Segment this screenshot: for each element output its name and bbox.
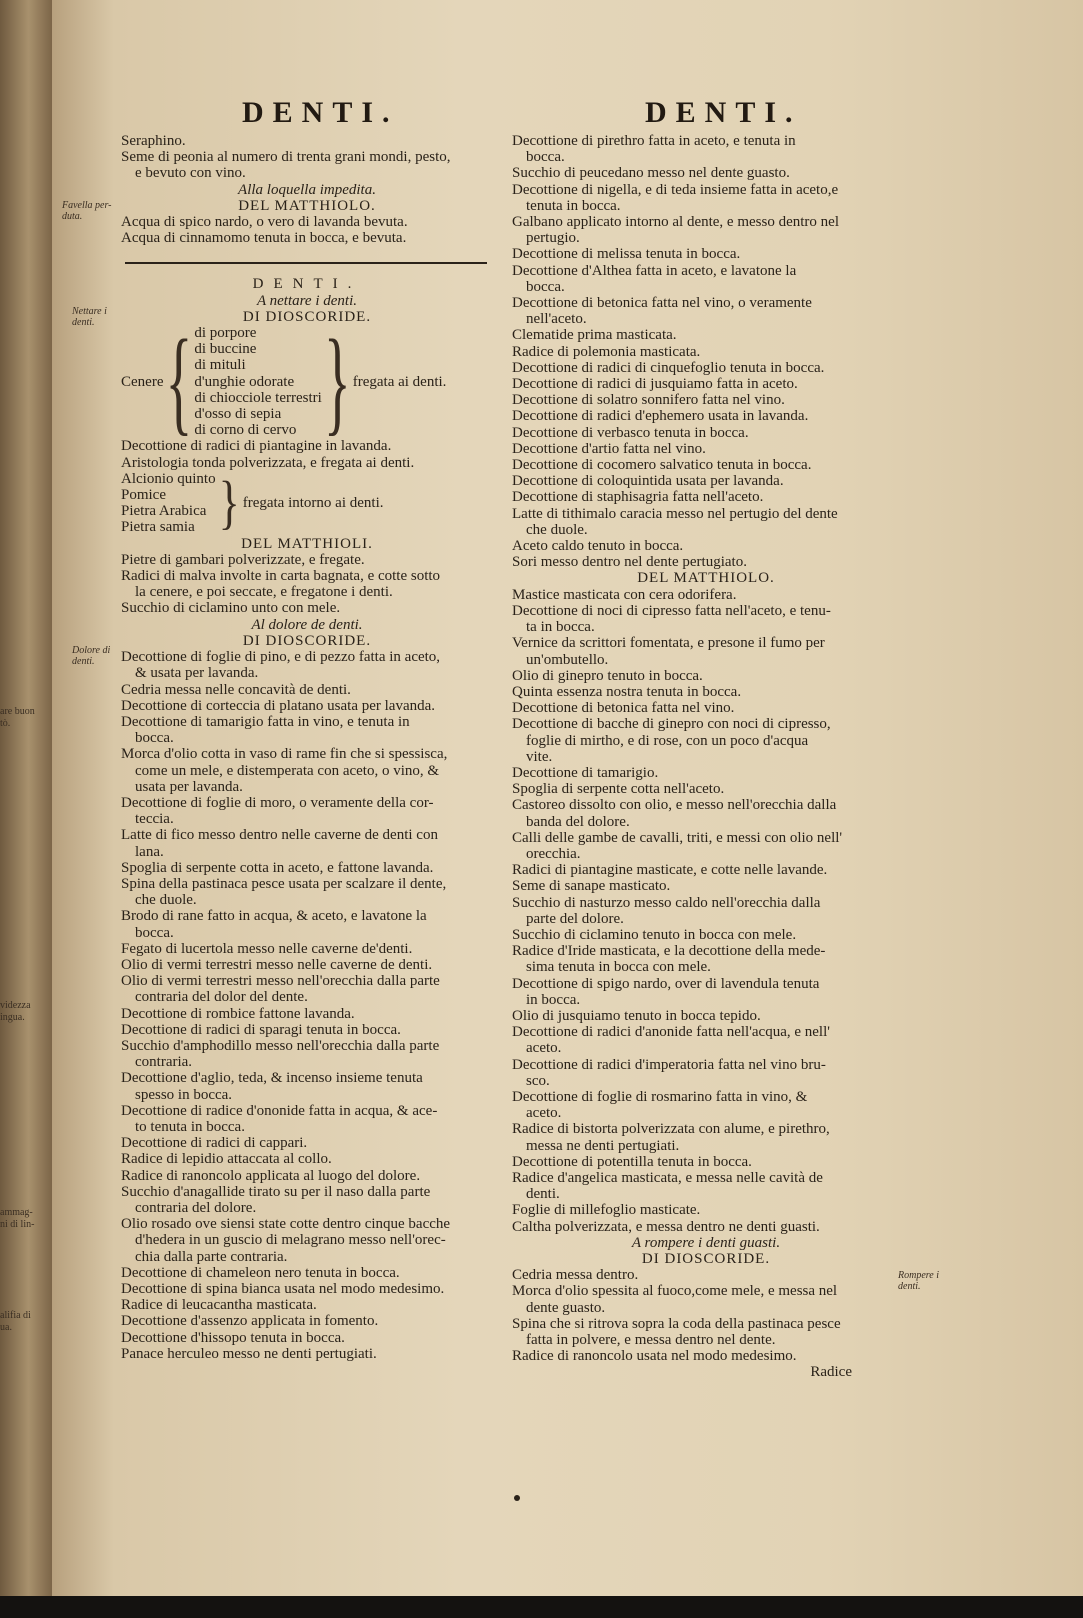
running-head-left: DENTI. xyxy=(242,96,399,129)
text-line: Decottione di staphisagria fatta nell'aceto. xyxy=(512,489,764,506)
text-line: tenuta in bocca. xyxy=(526,197,621,214)
brace-result: fregata ai denti. xyxy=(352,373,447,390)
text-line: chia dalla parte contraria. xyxy=(135,1248,288,1265)
text-line: bocca. xyxy=(135,730,174,747)
text-line: Galbano applicato intorno al dente, e messo dentro nel xyxy=(512,214,839,231)
list-item: di porpore xyxy=(194,325,257,342)
right-brace: } xyxy=(323,316,351,447)
text-line: Decottione di radici di sparagi tenuta in bocca. xyxy=(121,1021,401,1038)
text-line: Sori messo dentro nel dente pertugiato. xyxy=(512,554,747,571)
text-line: messa ne denti pertugiati. xyxy=(526,1137,680,1154)
text-line: Spoglia di serpente cotta in aceto, e fattone lavanda. xyxy=(121,859,434,876)
text-line: dente guasto. xyxy=(526,1299,606,1316)
text-line: Mastice masticata con cera odorifera. xyxy=(512,586,737,603)
text-line: banda del dolore. xyxy=(526,813,630,830)
brace-items xyxy=(194,325,321,438)
text-line: Radice d'angelica masticata, e messa nelle cavità de xyxy=(512,1170,823,1186)
text-line: Morca d'olio cotta in vaso di rame fin che si spessisca, xyxy=(121,746,448,763)
text-line: Succhio di nasturzo messo caldo nell'orecchia dalla xyxy=(512,894,821,911)
text-line: Decottione di betonica fatta nel vino. xyxy=(512,700,735,717)
heading-matthioli: DEL MATTHIOLI. xyxy=(241,535,373,552)
prev-page-note: alifia di xyxy=(0,1310,31,1321)
heading-dioscoride: DI DIOSCORIDE. xyxy=(242,632,372,649)
text-line: Pietre di gambari polverizzate, e fregate. xyxy=(121,551,365,568)
subheading-rompere: A rompere i denti guasti. xyxy=(631,1234,781,1251)
text-line: Cedria messa dentro. xyxy=(512,1267,639,1284)
text-line: Succhio di peucedano messo nel dente guasto. xyxy=(512,165,790,182)
text-line: Calli delle gambe de cavalli, triti, e messi con olio nell' xyxy=(512,829,843,846)
text-line: come un mele, e distemperata con aceto, o vino, & xyxy=(135,762,440,779)
text-line: contraria del dolore. xyxy=(135,1200,257,1216)
text-line: sco. xyxy=(526,1072,550,1089)
text-line: Decottione di chameleon nero tenuta in bocca. xyxy=(121,1264,400,1281)
text-line: Latte di fico messo dentro nelle caverne de denti con xyxy=(121,827,438,844)
scan-background xyxy=(0,1596,1083,1618)
text-line: Seme di sanape masticato. xyxy=(512,878,671,895)
text-line: Olio di jusquiamo tenuto in bocca tepido. xyxy=(512,1007,761,1024)
text-line: Brodo di rane fatto in acqua, & aceto, e lavatone la xyxy=(121,908,427,925)
left-column xyxy=(121,133,493,1362)
text-line: Decottione di tamarigio fatta in vino, e tenuta in xyxy=(121,713,410,730)
text-line: ta in bocca. xyxy=(526,619,595,636)
text-line: Olio di vermi terrestri messo nelle caverne de denti. xyxy=(121,956,433,973)
list-item: di chiocciole terrestri xyxy=(194,389,322,406)
text-line: Castoreo dissolto con olio, e messo nell'orecchia dalla xyxy=(512,797,837,814)
text-line: che duole. xyxy=(526,521,588,538)
text-line: Decottione di solatro sonnifero fatta nel vino. xyxy=(512,392,785,409)
text-line: Seraphino. xyxy=(121,133,186,149)
text-line: Seme di peonia al numero di trenta grani mondi, pesto, xyxy=(121,149,451,166)
text-line: Succhio d'anagallide tirato su per il naso dalla parte xyxy=(121,1183,431,1200)
text-line: bocca. xyxy=(526,278,565,295)
brace-result: fregata intorno ai denti. xyxy=(242,495,384,512)
text-line: Quinta essenza nostra tenuta in bocca. xyxy=(512,683,742,700)
text-line: orecchia. xyxy=(526,845,581,862)
text-line: Decottione d'Althea fatta in aceto, e lavatone la xyxy=(512,262,797,279)
list-item: di buccine xyxy=(194,341,257,358)
text-line: Decottione di pirethro fatta in aceto, e tenuta in xyxy=(512,133,796,149)
ink-dot xyxy=(514,1495,520,1501)
remedy-list xyxy=(121,649,493,1362)
text-line: e bevuto con vino. xyxy=(135,165,246,182)
text-line: teccia. xyxy=(135,811,174,828)
text-line: Vernice da scrittori fomentata, e presone il fumo per xyxy=(512,635,825,652)
subheading-dolore: Al dolore de denti. xyxy=(251,616,363,633)
prev-page-note: ammag- xyxy=(0,1207,33,1218)
text-line: Decottione di radici di piantagine in lavanda. xyxy=(121,438,392,455)
brace-items xyxy=(121,471,216,536)
text-line: Aceto caldo tenuto in bocca. xyxy=(512,538,684,555)
text-line: Acqua di cinnamomo tenuta in bocca, e bevuta. xyxy=(121,230,407,247)
text-line: Aristologia tonda polverizzata, e fregata ai denti. xyxy=(121,454,415,471)
text-line: spesso in bocca. xyxy=(135,1086,233,1103)
list-item: d'osso di sepia xyxy=(194,406,282,423)
text-line: Radice di polemonia masticata. xyxy=(512,343,701,360)
section-rule xyxy=(125,262,487,264)
text-line: Decottione di bacche di ginepro con noci di cipresso, xyxy=(512,716,831,733)
text-line: Decottione d'hissopo tenuta in bocca. xyxy=(121,1329,345,1346)
text-line: Radice di leucacantha masticata. xyxy=(121,1297,317,1314)
text-line: Decottione di tamarigio. xyxy=(512,764,659,781)
text-line: Decottione di noci di cipresso fatta nell'aceto, e tenu- xyxy=(512,602,831,619)
section-title-denti: DENTI. xyxy=(252,276,362,293)
text-line: Cedria messa nelle concavità de denti. xyxy=(121,681,351,698)
text-line: pertugio. xyxy=(526,230,580,247)
text-line: vite. xyxy=(526,748,553,765)
text-line: sima tenuta in bocca con mele. xyxy=(526,959,711,976)
remedy-list xyxy=(512,133,900,570)
text-line: aceto. xyxy=(526,1040,562,1057)
text-line: Decottione di verbasco tenuta in bocca. xyxy=(512,424,749,441)
margin-note-nettare: Nettare i denti. xyxy=(72,306,107,328)
text-line: Radici di malva involte in carta bagnata, e cotte sotto xyxy=(121,568,441,585)
text-line: Decottione di melissa tenuta in bocca. xyxy=(512,246,741,263)
text-line: Decottione di cocomero salvatico tenuta in bocca. xyxy=(512,457,812,474)
left-brace: { xyxy=(165,316,193,447)
text-line: Succhio di ciclamino tenuto in bocca con mele. xyxy=(512,926,797,943)
text-line: che duole. xyxy=(135,892,197,909)
list-item: di mituli xyxy=(194,357,246,374)
right-brace: } xyxy=(218,469,240,536)
running-head-right: DENTI. xyxy=(645,96,802,129)
text-line: Decottione di foglie di pino, e di pezzo fatta in aceto, xyxy=(121,649,441,666)
heading-matthiolo: DEL MATTHIOLO. xyxy=(637,570,775,587)
text-line: Succhio d'amphodillo messo nell'orecchia dalla parte xyxy=(121,1037,440,1054)
list-item: d'unghie odorate xyxy=(194,373,295,390)
text-line: Radice di ranoncolo usata nel modo medesimo. xyxy=(512,1348,797,1365)
remedy-list xyxy=(512,587,900,1235)
text-line: Decottione di radici di cinquefoglio tenuta in bocca. xyxy=(512,359,825,376)
margin-note-dolore: Dolore di denti. xyxy=(72,645,111,667)
text-line: bocca. xyxy=(526,149,565,166)
text-line: Decottione di corteccia di platano usata per lavanda. xyxy=(121,697,436,714)
text-line: Panace herculeo messo ne denti pertugiati. xyxy=(121,1345,377,1362)
text-line: Decottione di radici d'anonide fatta nell'acqua, e nell' xyxy=(512,1024,830,1041)
prev-page-note: ua. xyxy=(0,1322,12,1333)
text-line: contraria del dolor del dente. xyxy=(135,989,308,1006)
text-line: Olio di vermi terrestri messo nell'orecchia dalla parte xyxy=(121,973,440,990)
text-line: Decottione di spina bianca usata nel modo medesimo. xyxy=(121,1281,445,1298)
text-line: Decottione di coloquintida usata per lavanda. xyxy=(512,473,784,490)
text-line: Decottione di potentilla tenuta in bocca. xyxy=(512,1153,752,1170)
prev-page-note: tò. xyxy=(0,718,11,729)
remedy-list xyxy=(512,1267,900,1364)
text-line: Decottione d'aglio, teda, & incenso insieme tenuta xyxy=(121,1070,423,1087)
list-item: di corno di cervo xyxy=(194,422,297,439)
catchword: Radice xyxy=(810,1364,852,1381)
text-line: Radice di ranoncolo applicata al luogo del dolore. xyxy=(121,1167,421,1184)
text-line: un'ombutello. xyxy=(526,651,609,668)
text-line: Spina della pastinaca pesce usata per scalzare il dente, xyxy=(121,875,447,892)
text-line: Radice d'Iride masticata, e la decottione della mede- xyxy=(512,943,826,960)
prev-page-note: ni di lin- xyxy=(0,1219,35,1230)
right-column xyxy=(512,133,900,1381)
text-line: lana. xyxy=(135,843,164,860)
text-line: Olio di ginepro tenuto in bocca. xyxy=(512,667,703,684)
margin-note-favella: Favella per- duta. xyxy=(62,200,112,222)
text-line: usata per lavanda. xyxy=(135,778,243,795)
stone-brace-group xyxy=(121,471,493,536)
list-item: Pomice xyxy=(121,487,166,504)
text-line: Morca d'olio spessita al fuoco,come mele, e messa nel xyxy=(512,1283,838,1300)
text-line: denti. xyxy=(526,1186,560,1203)
text-line: Acqua di spico nardo, o vero di lavanda bevuta. xyxy=(121,214,408,231)
text-line: Radice di lepidio attaccata al collo. xyxy=(121,1151,332,1168)
text-line: Decottione di radici d'imperatoria fatta nel vino bru- xyxy=(512,1056,826,1073)
text-line: parte del dolore. xyxy=(526,910,624,927)
text-line: Decottione di radice d'ononide fatta in acqua, & ace- xyxy=(121,1102,438,1119)
margin-note-rompere: Rompere i denti. xyxy=(898,1270,940,1292)
brace-label: Cenere xyxy=(121,373,164,390)
text-line: Decottione di radici di cappari. xyxy=(121,1135,308,1152)
text-line: Olio rosado ove siensi state cotte dentro cinque bacche xyxy=(121,1216,451,1233)
text-line: Decottione di foglie di moro, o veramente della cor- xyxy=(121,794,434,811)
text-line: contraria. xyxy=(135,1054,193,1071)
text-line: Fegato di lucertola messo nelle caverne de'denti. xyxy=(121,940,413,957)
text-line: Caltha polverizzata, e messa dentro ne denti guasti. xyxy=(512,1218,820,1235)
text-line: Decottione di nigella, e di teda insieme fatta in aceto,e xyxy=(512,181,839,198)
text-line: Decottione di radici d'ephemero usata in lavanda. xyxy=(512,408,809,425)
prev-page-note: videzza xyxy=(0,1000,31,1011)
text-line: in bocca. xyxy=(526,991,581,1008)
text-line: Radici di piantagine masticate, e cotte nelle lavande. xyxy=(512,862,828,879)
text-line: & usata per lavanda. xyxy=(135,665,259,682)
text-line: Decottione di spigo nardo, over di lavendula tenuta xyxy=(512,975,820,992)
text-line: Decottione d'artio fatta nel vino. xyxy=(512,440,706,457)
heading-dioscoride: DI DIOSCORIDE. xyxy=(242,308,372,325)
subheading-loquella: Alla loquella impedita. xyxy=(238,181,376,198)
text-line: Decottione di betonica fatta nel vino, o veramente xyxy=(512,295,812,312)
text-line: Decottione di radici di jusquiamo fatta in aceto. xyxy=(512,376,798,393)
heading-matthiolo: DEL MATTHIOLO. xyxy=(238,197,376,214)
text-line: aceto. xyxy=(526,1105,562,1122)
text-line: Latte di tithimalo caracia messo nel pertugio del dente xyxy=(512,505,838,522)
text-line: d'hedera in un guscio di melagrano messo nell'orec- xyxy=(135,1232,446,1249)
text-line: Decottione d'assenzo applicata in fomento. xyxy=(121,1313,379,1330)
text-line: fatta in polvere, e messa dentro nel dente. xyxy=(526,1332,776,1349)
prev-page-note: are buon xyxy=(0,706,35,717)
text-line: Foglie di millefoglio masticate. xyxy=(512,1202,701,1219)
list-item: Pietra samia xyxy=(121,519,195,536)
text-line: la cenere, e poi seccate, e fregatone i denti. xyxy=(135,584,393,601)
text-line: bocca. xyxy=(135,924,174,941)
text-line: Clematide prima masticata. xyxy=(512,327,677,344)
text-line: Radice di bistorta polverizzata con alume, e pirethro, xyxy=(512,1121,830,1138)
list-item: Alcionio quinto xyxy=(121,470,216,487)
prev-page-note: ingua. xyxy=(0,1012,25,1023)
text-line: Succhio di ciclamino unto con mele. xyxy=(121,600,341,617)
list-item: Pietra Arabica xyxy=(121,503,207,520)
text-line: Spina che si ritrova sopra la coda della pastinaca pesce xyxy=(512,1315,841,1332)
text-line: Decottione di foglie di rosmarino fatta in vino, & xyxy=(512,1088,808,1105)
subheading-nettare: A nettare i denti. xyxy=(257,292,357,309)
text-line: Decottione di rombice fattone lavanda. xyxy=(121,1005,355,1022)
text-line: Spoglia di serpente cotta nell'aceto. xyxy=(512,781,725,798)
text-line: to tenuta in bocca. xyxy=(135,1118,245,1135)
heading-dioscoride: DI DIOSCORIDE. xyxy=(641,1251,771,1268)
text-line: foglie di mirtho, e di rose, con un poco d'acqua xyxy=(526,732,809,749)
previous-page-edge xyxy=(0,0,52,1618)
text-line: nell'aceto. xyxy=(526,311,587,328)
